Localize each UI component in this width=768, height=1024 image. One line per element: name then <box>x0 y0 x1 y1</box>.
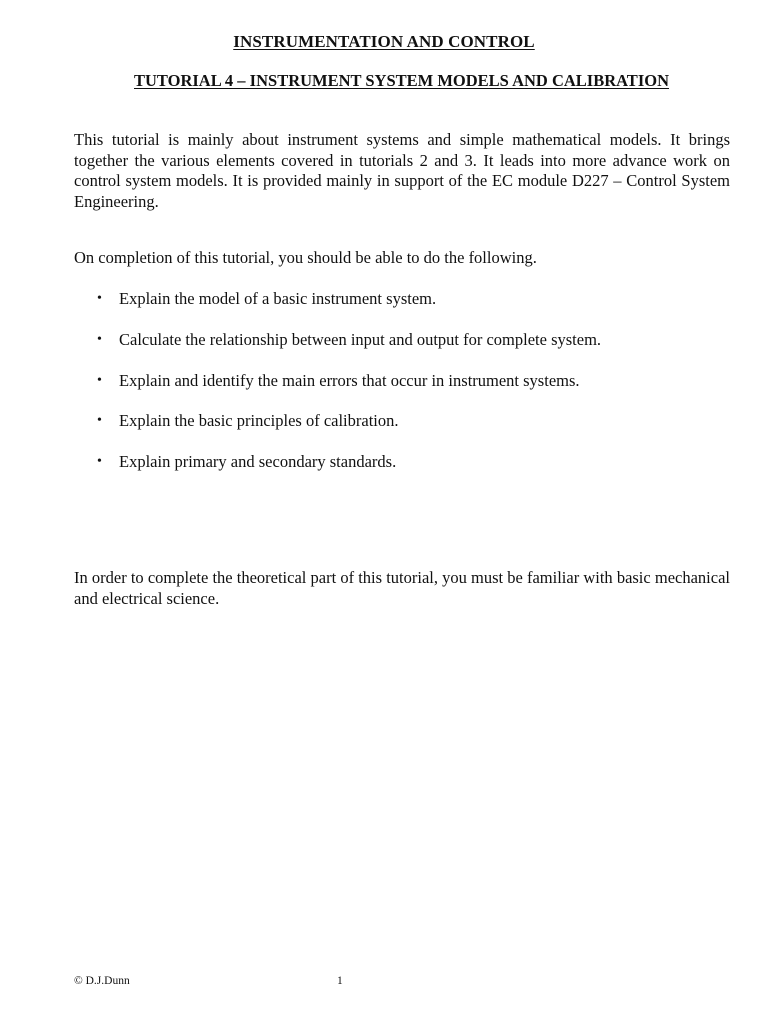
bullet-icon: • <box>97 454 102 470</box>
list-item <box>97 411 717 431</box>
list-item <box>97 371 717 391</box>
list-item <box>97 330 717 350</box>
bullet-icon: • <box>97 331 102 347</box>
document-subtitle: TUTORIAL 4 – INSTRUMENT SYSTEM MODELS AND CALIBRATION <box>134 71 669 90</box>
objective-text: Calculate the relationship between input and output for complete system. <box>119 329 602 349</box>
objective-text: Explain and identify the main errors that occur in instrument systems. <box>119 370 580 390</box>
objective-text: Explain the model of a basic instrument system. <box>119 289 437 308</box>
completion-intro: On completion of this tutorial, you should be able to do the following. <box>74 248 537 267</box>
document-title: INSTRUMENTATION AND CONTROL <box>233 32 535 51</box>
bullet-icon: • <box>97 372 102 388</box>
list-item <box>97 452 717 472</box>
objective-text: Explain primary and secondary standards. <box>119 452 397 472</box>
objectives-list <box>97 289 717 493</box>
intro-paragraph: This tutorial is mainly about instrument systems and simple mathematical models. It brings together the various elements covered in tutorials 2 and 3. It leads into more advance work on control system models. It is provided mainly in support of the EC module D227 – Control System Engineering. <box>74 130 730 211</box>
page-number: 1 <box>337 975 343 987</box>
bullet-icon: • <box>97 413 102 429</box>
footer-author: © D.J.Dunn <box>74 975 130 987</box>
prerequisite-paragraph: In order to complete the theoretical part of this tutorial, you must be familiar with basic mechanical and electrical science. <box>74 568 730 608</box>
list-item <box>97 289 717 309</box>
objective-text: Explain the basic principles of calibration. <box>119 411 399 431</box>
bullet-icon: • <box>97 291 102 306</box>
